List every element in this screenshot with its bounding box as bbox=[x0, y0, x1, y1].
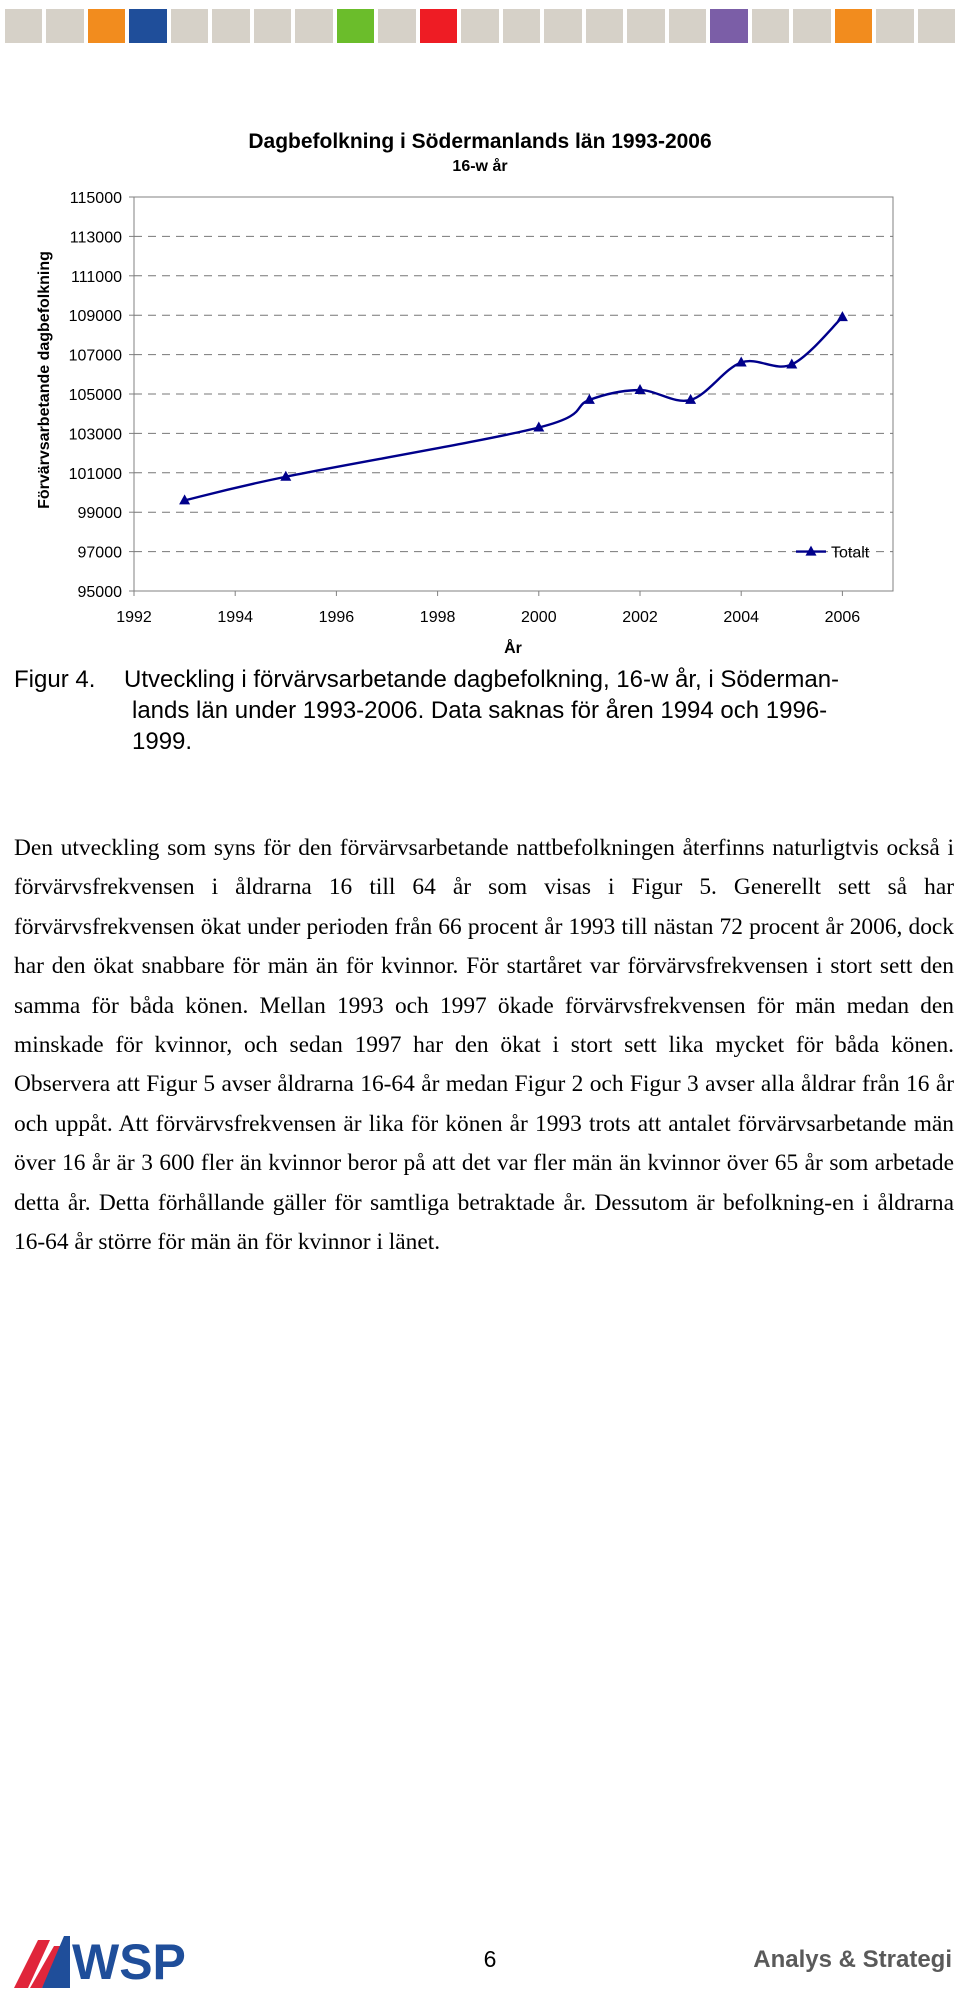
color-square-3 bbox=[129, 9, 166, 43]
color-square-13 bbox=[544, 9, 581, 43]
color-square-8 bbox=[337, 9, 374, 43]
x-tick-label: 1994 bbox=[217, 609, 253, 626]
legend-label: Totalt bbox=[831, 544, 870, 562]
y-tick-label: 95000 bbox=[77, 584, 122, 601]
caption-label: Figur 4. bbox=[14, 666, 96, 693]
y-tick-label: 97000 bbox=[77, 544, 122, 562]
color-square-22 bbox=[918, 9, 955, 43]
y-tick-label: 101000 bbox=[68, 465, 122, 483]
y-axis-label: Förvärvsarbetande dagbefolkning bbox=[36, 251, 53, 509]
y-tick-label: 113000 bbox=[69, 229, 122, 247]
color-square-5 bbox=[212, 9, 249, 43]
color-square-18 bbox=[752, 9, 789, 43]
color-square-6 bbox=[254, 9, 291, 43]
header-color-strip bbox=[5, 9, 955, 43]
chart-subtitle: 16-w år bbox=[452, 158, 508, 175]
data-point-marker bbox=[837, 311, 848, 321]
footer-publisher: Analys & Strategi bbox=[753, 1946, 952, 1973]
wsp-logo bbox=[14, 1932, 204, 1988]
x-tick-label: 1998 bbox=[419, 609, 456, 626]
y-tick-label: 103000 bbox=[68, 426, 122, 444]
color-square-10 bbox=[420, 9, 457, 43]
color-square-7 bbox=[295, 9, 332, 43]
color-square-0 bbox=[5, 9, 42, 43]
x-tick-label: 2002 bbox=[622, 609, 658, 626]
page-footer bbox=[0, 1930, 960, 1990]
color-square-20 bbox=[835, 9, 872, 43]
y-tick-label: 111000 bbox=[70, 268, 122, 286]
caption-line-3: 1999. bbox=[132, 728, 193, 755]
y-tick-label: 105000 bbox=[68, 387, 122, 404]
color-square-21 bbox=[876, 9, 913, 43]
page-number: 6 bbox=[483, 1946, 497, 1972]
x-tick-label: 1992 bbox=[116, 609, 152, 626]
x-tick-label: 2006 bbox=[824, 609, 861, 626]
x-tick-label: 2000 bbox=[521, 609, 557, 626]
color-square-12 bbox=[503, 9, 540, 43]
line-chart-svg bbox=[0, 110, 960, 670]
color-square-2 bbox=[88, 9, 125, 43]
x-tick-label: 2004 bbox=[723, 609, 759, 626]
caption-line-2: lands län under 1993-2006. Data saknas för åren 1994 och 1996- bbox=[132, 697, 828, 724]
color-square-15 bbox=[627, 9, 664, 43]
figure-caption bbox=[14, 664, 954, 757]
x-axis-label: År bbox=[504, 640, 522, 657]
logo-wordmark: WSP bbox=[72, 1934, 186, 1988]
color-square-17 bbox=[710, 9, 747, 43]
color-square-14 bbox=[586, 9, 623, 43]
color-square-4 bbox=[171, 9, 208, 43]
color-square-19 bbox=[793, 9, 830, 43]
body-paragraph: Den utveckling som syns för den förvärvsarbetande nattbefolkningen återfinns naturligtvis också i förvärvsfrekvensen i åldrarna 16 till 64 år som visas i Figur 5. Generellt sett så har förvärvsfrekvensen ökat under perioden från 66 procent år 1993 till nästan 72 procent år 2006, dock har den ökat snabbare för män än för kvinnor. För startåret var förvärvsfrekvensen i stort sett den samma för båda könen. Mellan 1993 och 1997 ökade förvärvsfrekvensen för män medan den minskade för kvinnor, och sedan 1997 har den ökat i stort sett lika mycket för båda könen. Observera att Figur 5 avser åldrarna 16-64 år medan Figur 2 och Figur 3 avser alla åldrar från 16 år och uppåt. Att förvärvsfrekvensen är lika för könen år 1993 trots att antalet förvärvsarbetande män över 16 år är 3 600 fler än kvinnor beror på att det var fler män än kvinnor över 65 år som arbetade detta år. Detta förhållande gäller för samtliga betraktade år. Dessutom är befolkning-en i åldrarna 16-64 år större för män än för kvinnor i länet. bbox=[14, 835, 954, 1256]
color-square-11 bbox=[461, 9, 498, 43]
y-tick-label: 115000 bbox=[69, 190, 122, 207]
color-square-9 bbox=[378, 9, 415, 43]
color-square-16 bbox=[669, 9, 706, 43]
color-square-1 bbox=[46, 9, 83, 43]
caption-line-1: Utveckling i förvärvsarbetande dagbefolkning, 16-w år, i Söderman- bbox=[124, 666, 840, 693]
y-tick-label: 107000 bbox=[68, 347, 122, 365]
y-tick-label: 99000 bbox=[77, 505, 122, 523]
x-tick-label: 1996 bbox=[318, 609, 355, 626]
y-tick-label: 109000 bbox=[68, 308, 122, 326]
chart bbox=[0, 110, 960, 670]
chart-title: Dagbefolkning i Södermanlands län 1993-2006 bbox=[248, 130, 712, 153]
